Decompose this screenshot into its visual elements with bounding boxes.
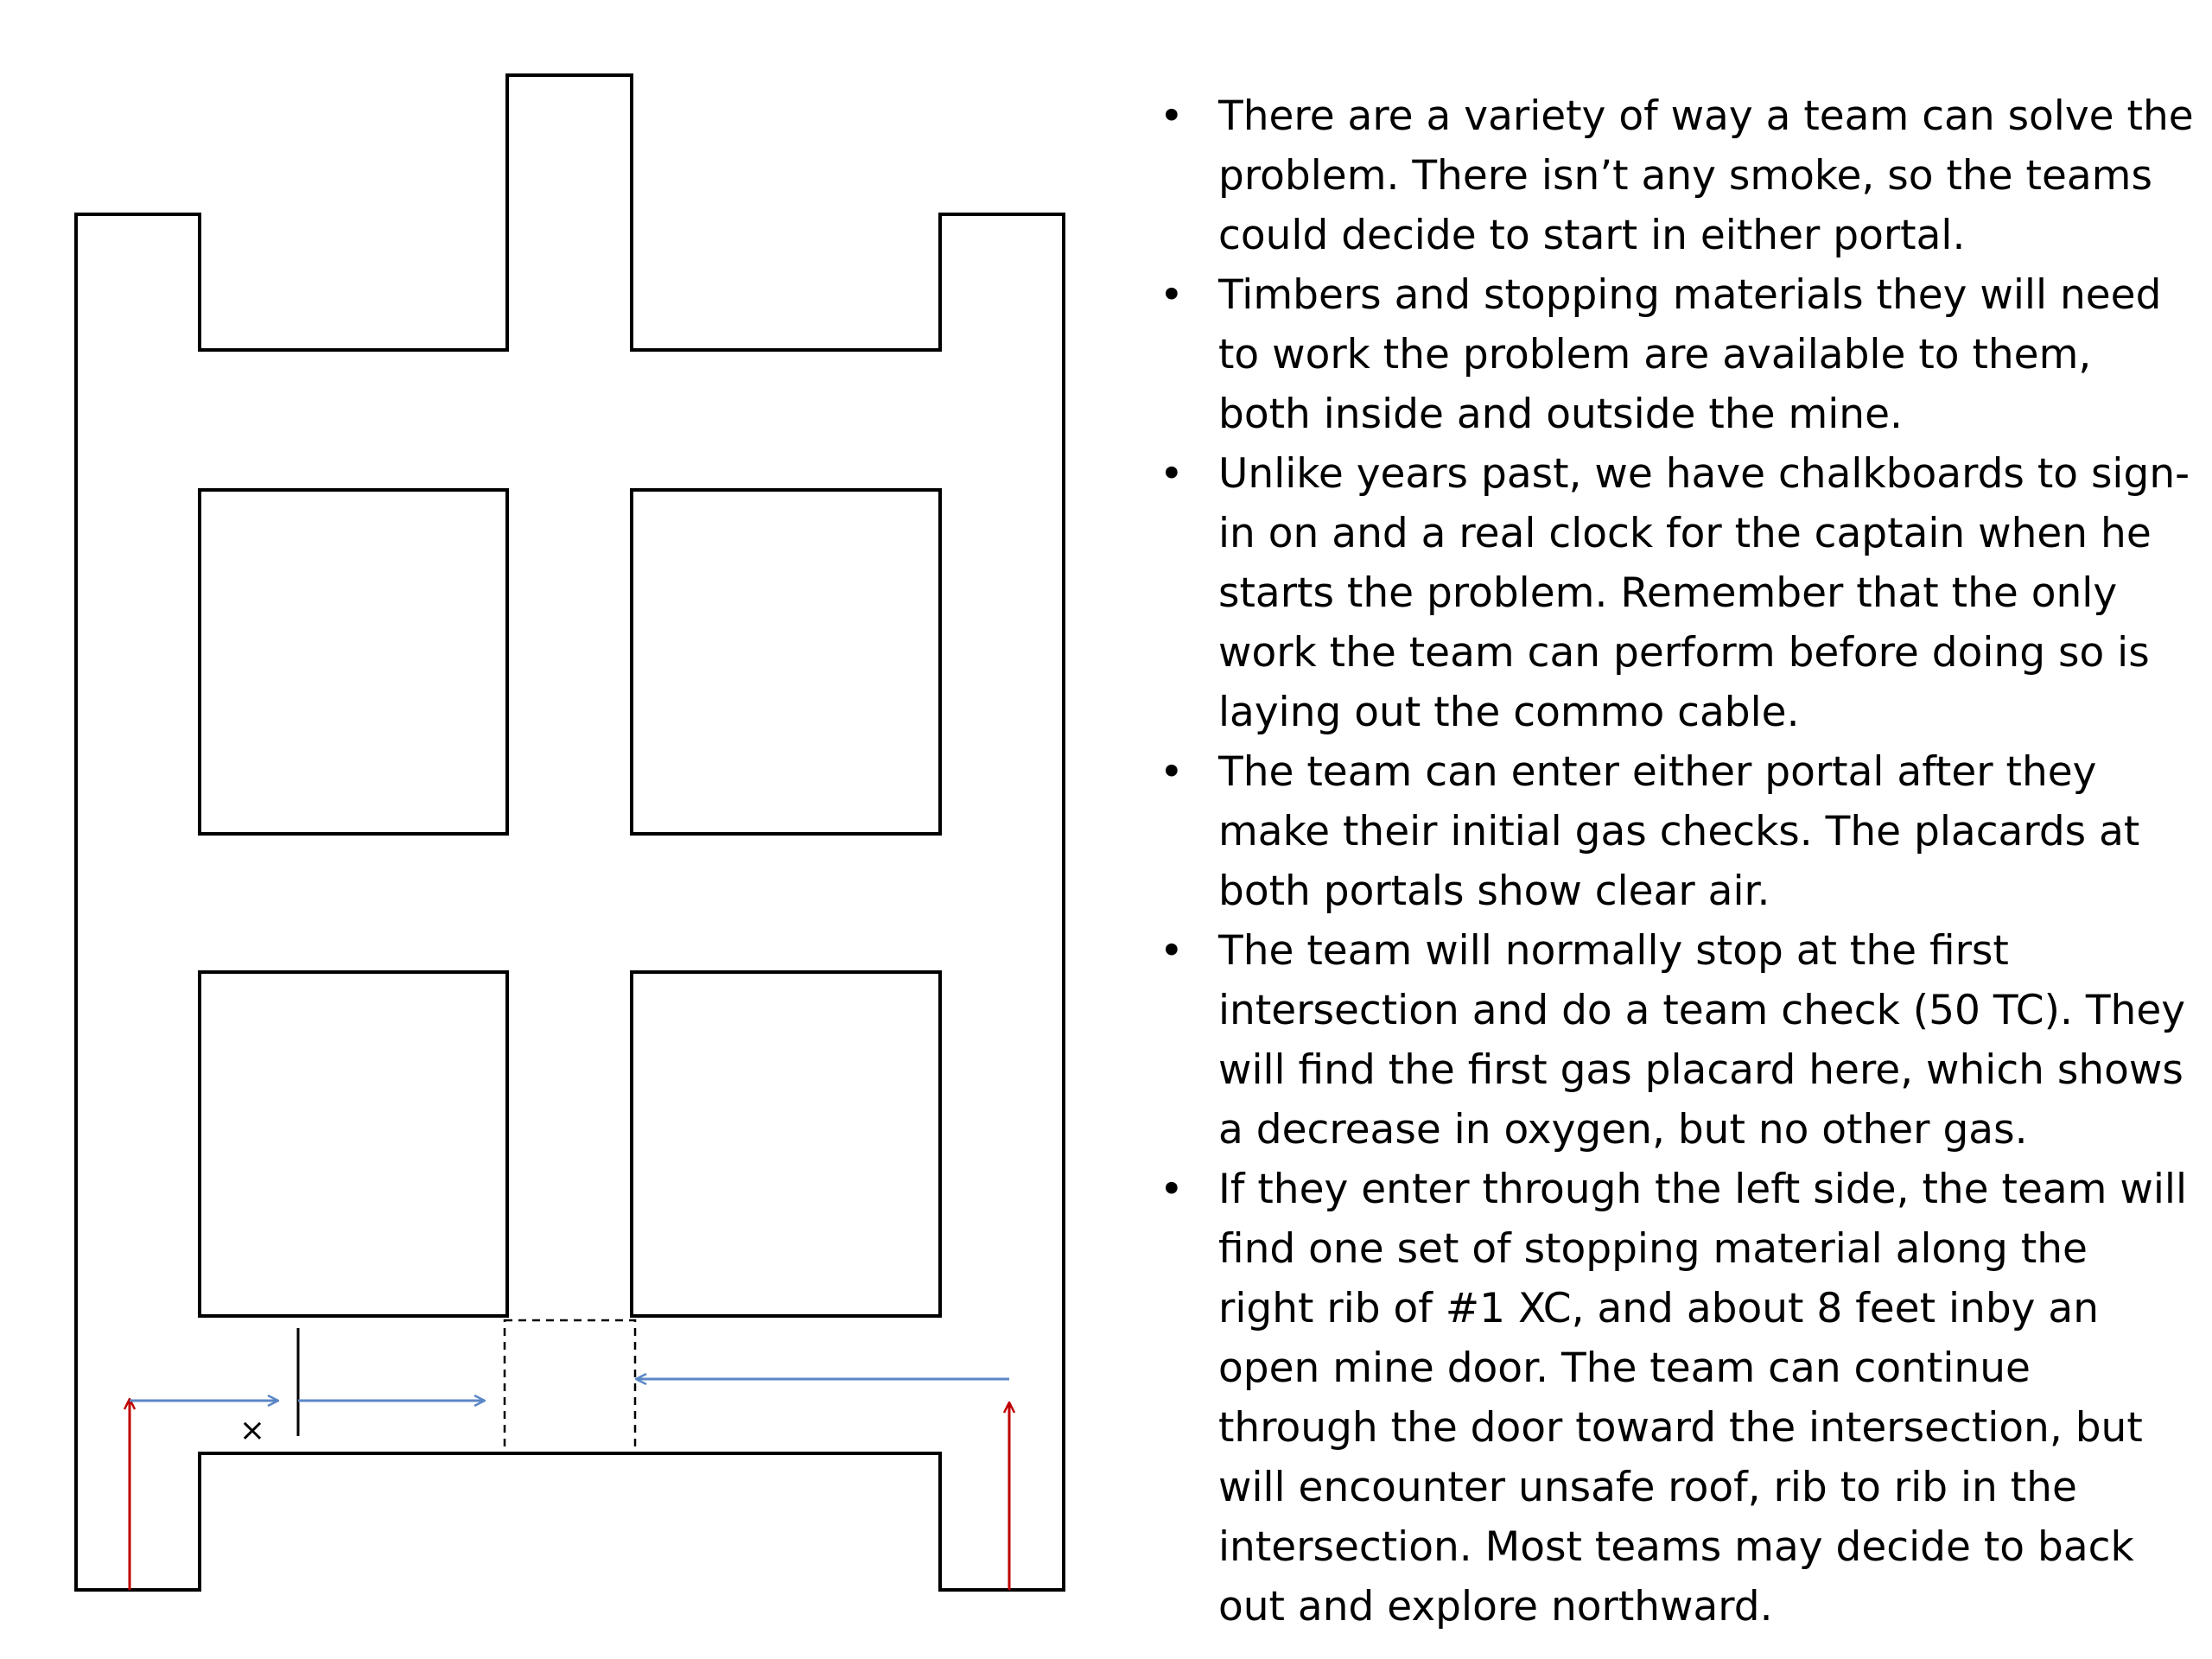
stopping-material-mark: × [238,1413,266,1448]
bullet-text: The team will normally stop at the first intersection and do a team check (50 TC). They will find the first gas placard here, which shows a decrease in oxygen, but no other gas. [1218,927,2186,1154]
bullet-item [1149,265,2195,444]
bullet-item [1149,1160,2195,1637]
pillar [200,972,507,1316]
unsafe-roof-intersection [505,1320,635,1453]
bullet-text: The team can enter either portal after they make their initial gas checks. The placards at both portals show clear air. [1218,748,2140,915]
bullet-dot: • [1160,450,1184,498]
bullet-text: Timbers and stopping materials they will need to work the problem are available to them, both inside and outside the mine. [1218,271,2162,438]
bullet-item [1149,86,2195,265]
notes-panel [1149,86,2195,1637]
bullet-list [1149,86,2195,1637]
bullet-dot: • [1160,92,1184,140]
bullet-dot: • [1160,748,1184,796]
mine-map-diagram [0,0,1089,1659]
bullet-item [1149,742,2195,921]
mine-map-svg [0,0,1089,1659]
bullet-dot: • [1160,271,1184,319]
bullet-item [1149,921,2195,1160]
bullet-text: There are a variety of way a team can solve the problem. There isn’t any smoke, so the teams could decide to start in either portal. [1218,92,2194,259]
bullet-text: Unlike years past, we have chalkboards to sign-in on and a real clock for the captain when he starts the problem. Remember that the only work the team can perform before doing so is laying out the commo cable. [1218,450,2190,736]
bullet-text: If they enter through the left side, the team will find one set of stopping material along the right rib of #1 XC, and about 8 feet inby an open mine door. The team can continue through the door toward the intersection, but will encounter unsafe roof, rib to rib in the intersection. Most teams may decide to back out and explore northward. [1218,1166,2188,1630]
pillar [632,972,940,1316]
bullet-item [1149,444,2195,742]
pillar [632,490,940,834]
pillar [200,490,507,834]
bullet-dot: • [1160,1166,1184,1213]
bullet-dot: • [1160,927,1184,975]
